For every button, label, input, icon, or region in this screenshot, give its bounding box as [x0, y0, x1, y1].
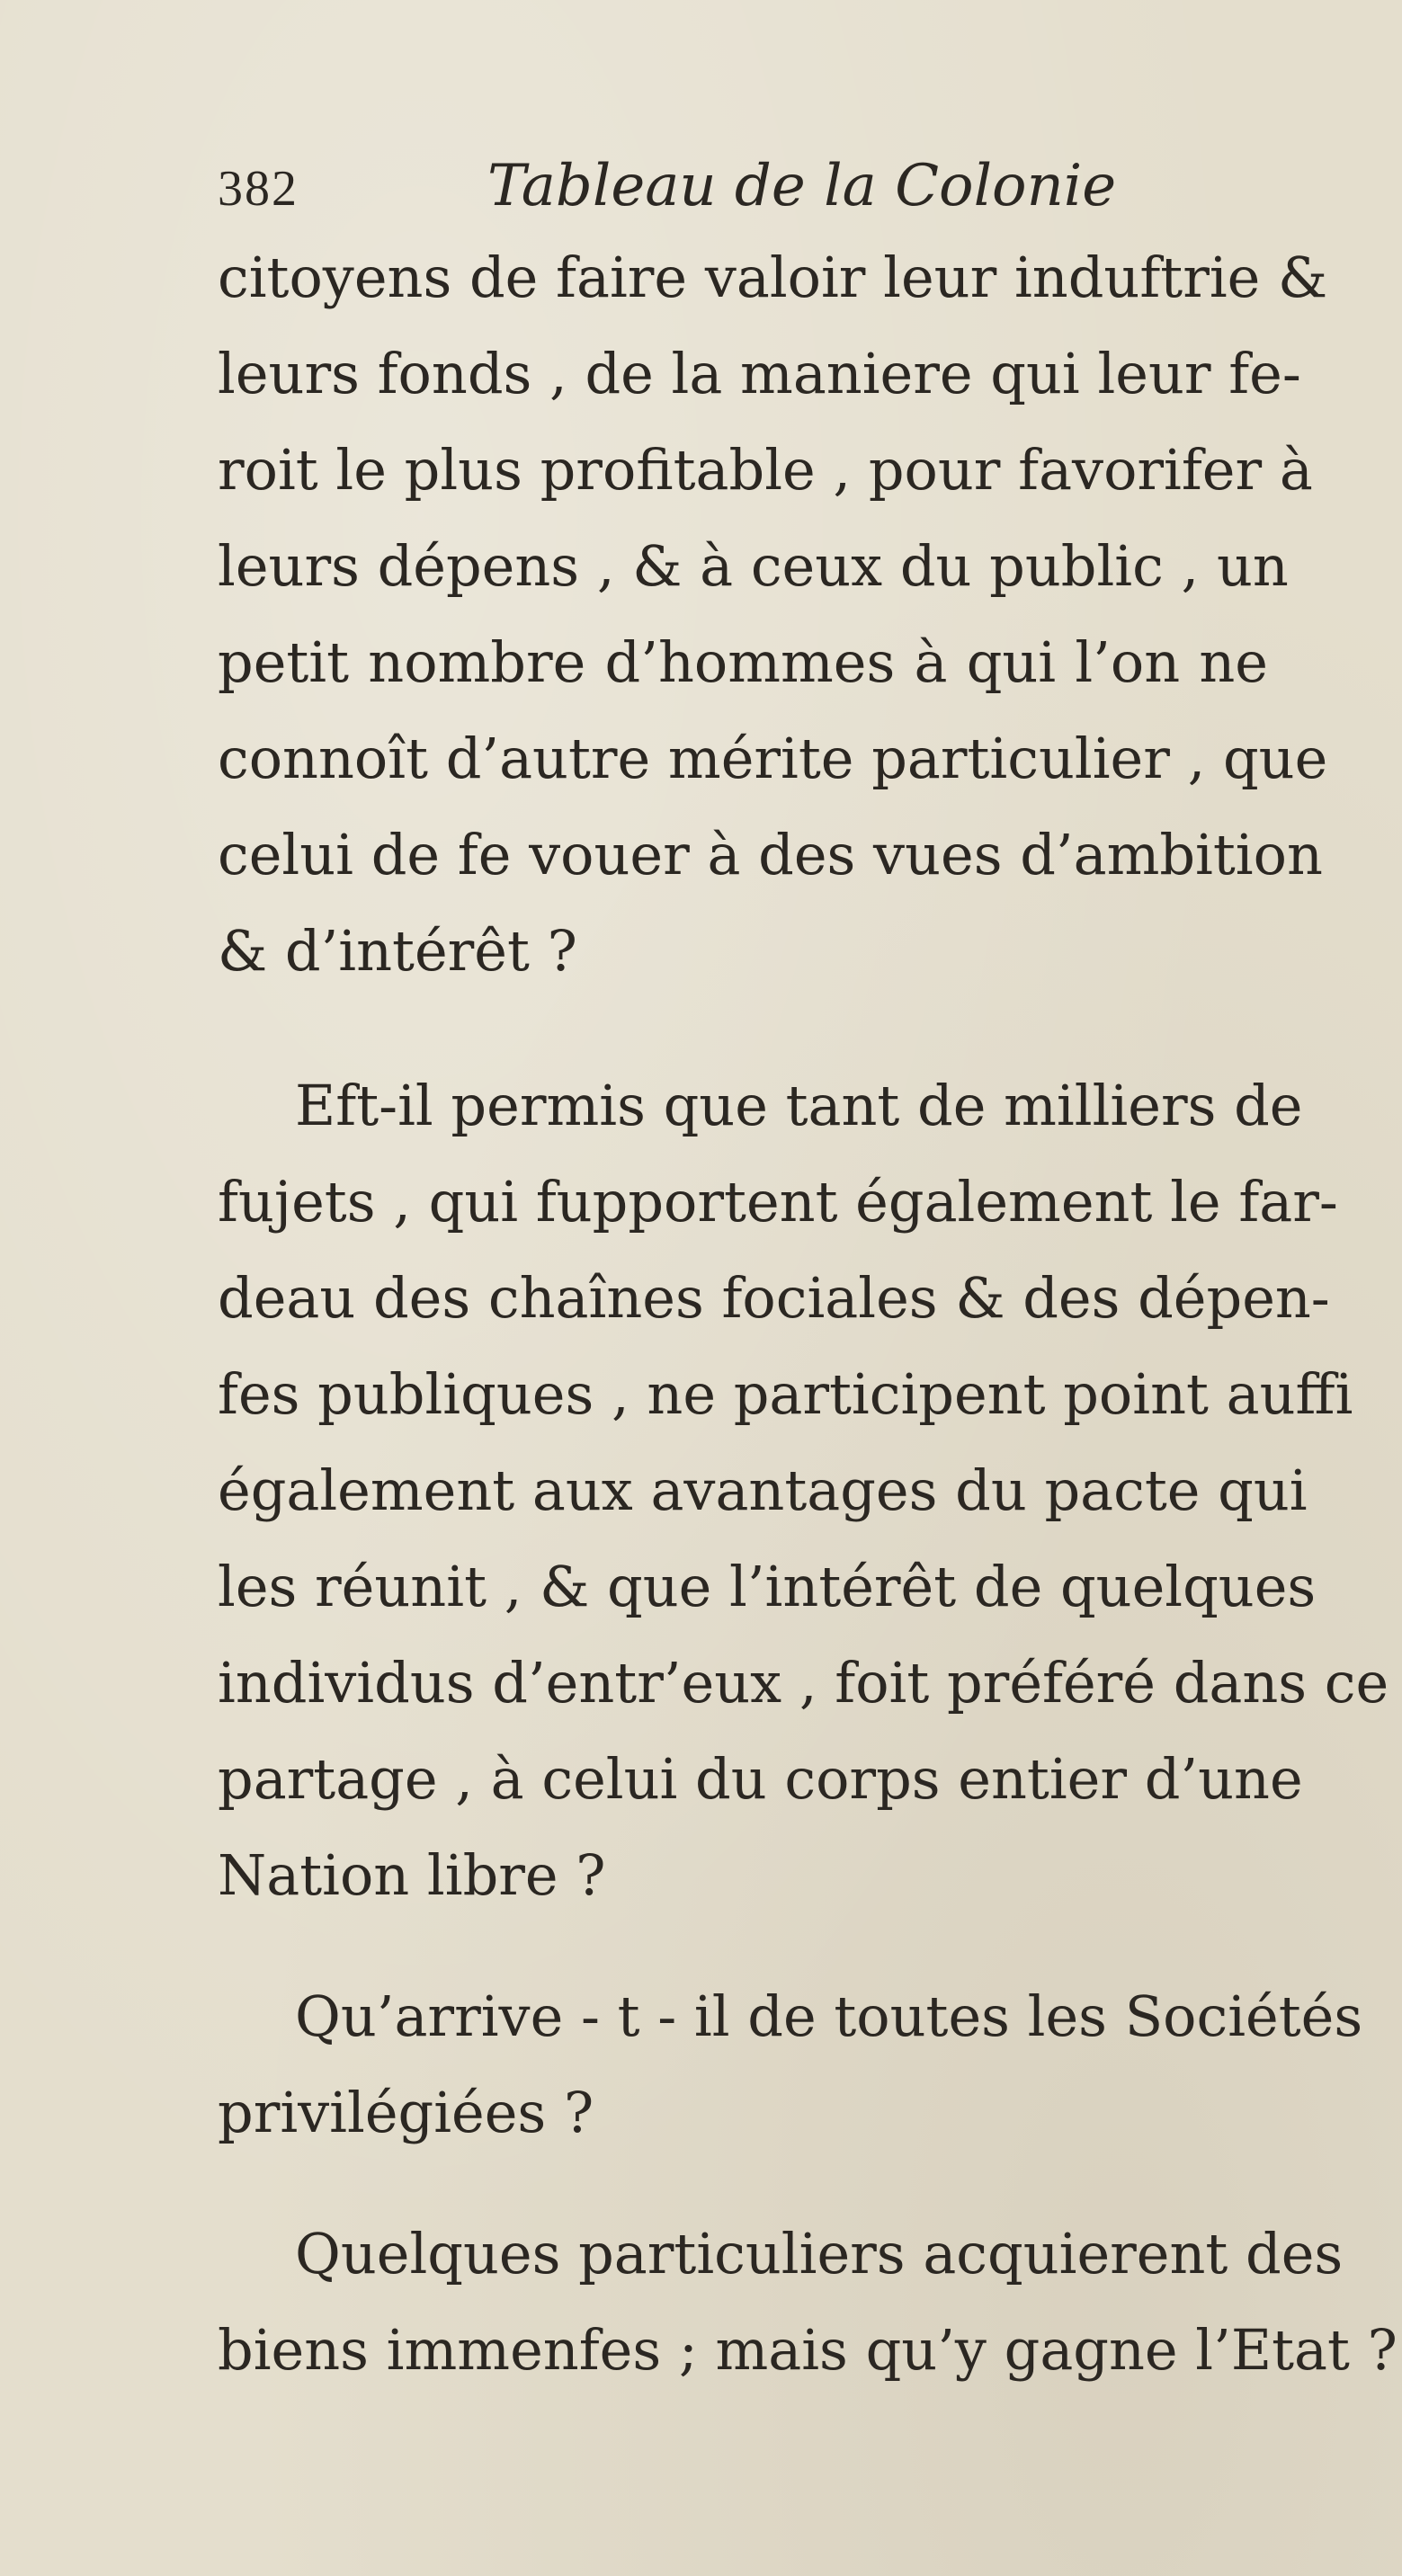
text-line: Eft-il permis que tant de milliers de — [295, 1073, 1303, 1138]
text-line: Nation libre ? — [218, 1842, 606, 1908]
page-header — [218, 153, 1297, 234]
text-line: également aux avantages du pacte qui — [218, 1457, 1308, 1523]
text-line: petit nombre d’hommes à qui l’on ne — [218, 629, 1268, 695]
text-line: Quelques particuliers acquierent des — [295, 2221, 1344, 2286]
text-line: citoyens de faire valoir leur induftrie & — [218, 245, 1328, 310]
paragraph — [218, 1968, 1363, 2161]
paragraph-spacer — [218, 999, 1268, 1057]
text-line: fujets , qui fupportent également le far- — [218, 1169, 1338, 1235]
paragraph-spacer — [218, 2161, 1268, 2206]
paragraph — [218, 229, 1328, 999]
text-line: les réunit , & que l’intérêt de quelques — [218, 1554, 1317, 1619]
text-line: celui de fe vouer à des vues d’ambition — [218, 822, 1323, 887]
paragraph-spacer — [218, 1923, 1268, 1968]
paragraph — [218, 1057, 1389, 1923]
text-line: deau des chaînes fociales & des dépen- — [218, 1265, 1330, 1331]
text-line: leurs dépens , & à ceux du public , un — [218, 533, 1289, 599]
text-line: leurs fonds , de la maniere qui leur fe- — [218, 341, 1301, 406]
text-line: partage , à celui du corps entier d’une — [218, 1746, 1303, 1812]
text-line: Qu’arrive - t - il de toutes les Sociétés — [295, 1983, 1363, 2049]
text-line: individus d’entr’eux , foit préféré dans ce — [218, 1650, 1389, 1716]
text-line: fes publiques , ne participent point auffi — [218, 1361, 1353, 1427]
text-line: roit le plus profitable , pour favorifer à — [218, 437, 1313, 503]
running-title: Tableau de la Colonie — [487, 153, 1117, 219]
body-text — [218, 229, 1398, 2398]
text-line: connoît d’autre mérite particulier , que — [218, 726, 1328, 791]
paragraph — [218, 2206, 1398, 2398]
page-number: 382 — [218, 161, 299, 217]
text-line: privilégiées ? — [218, 2080, 594, 2145]
text-line: & d’intérêt ? — [218, 918, 577, 984]
text-line: biens immenfes ; mais qu’y gagne l’Etat ? — [218, 2317, 1398, 2383]
